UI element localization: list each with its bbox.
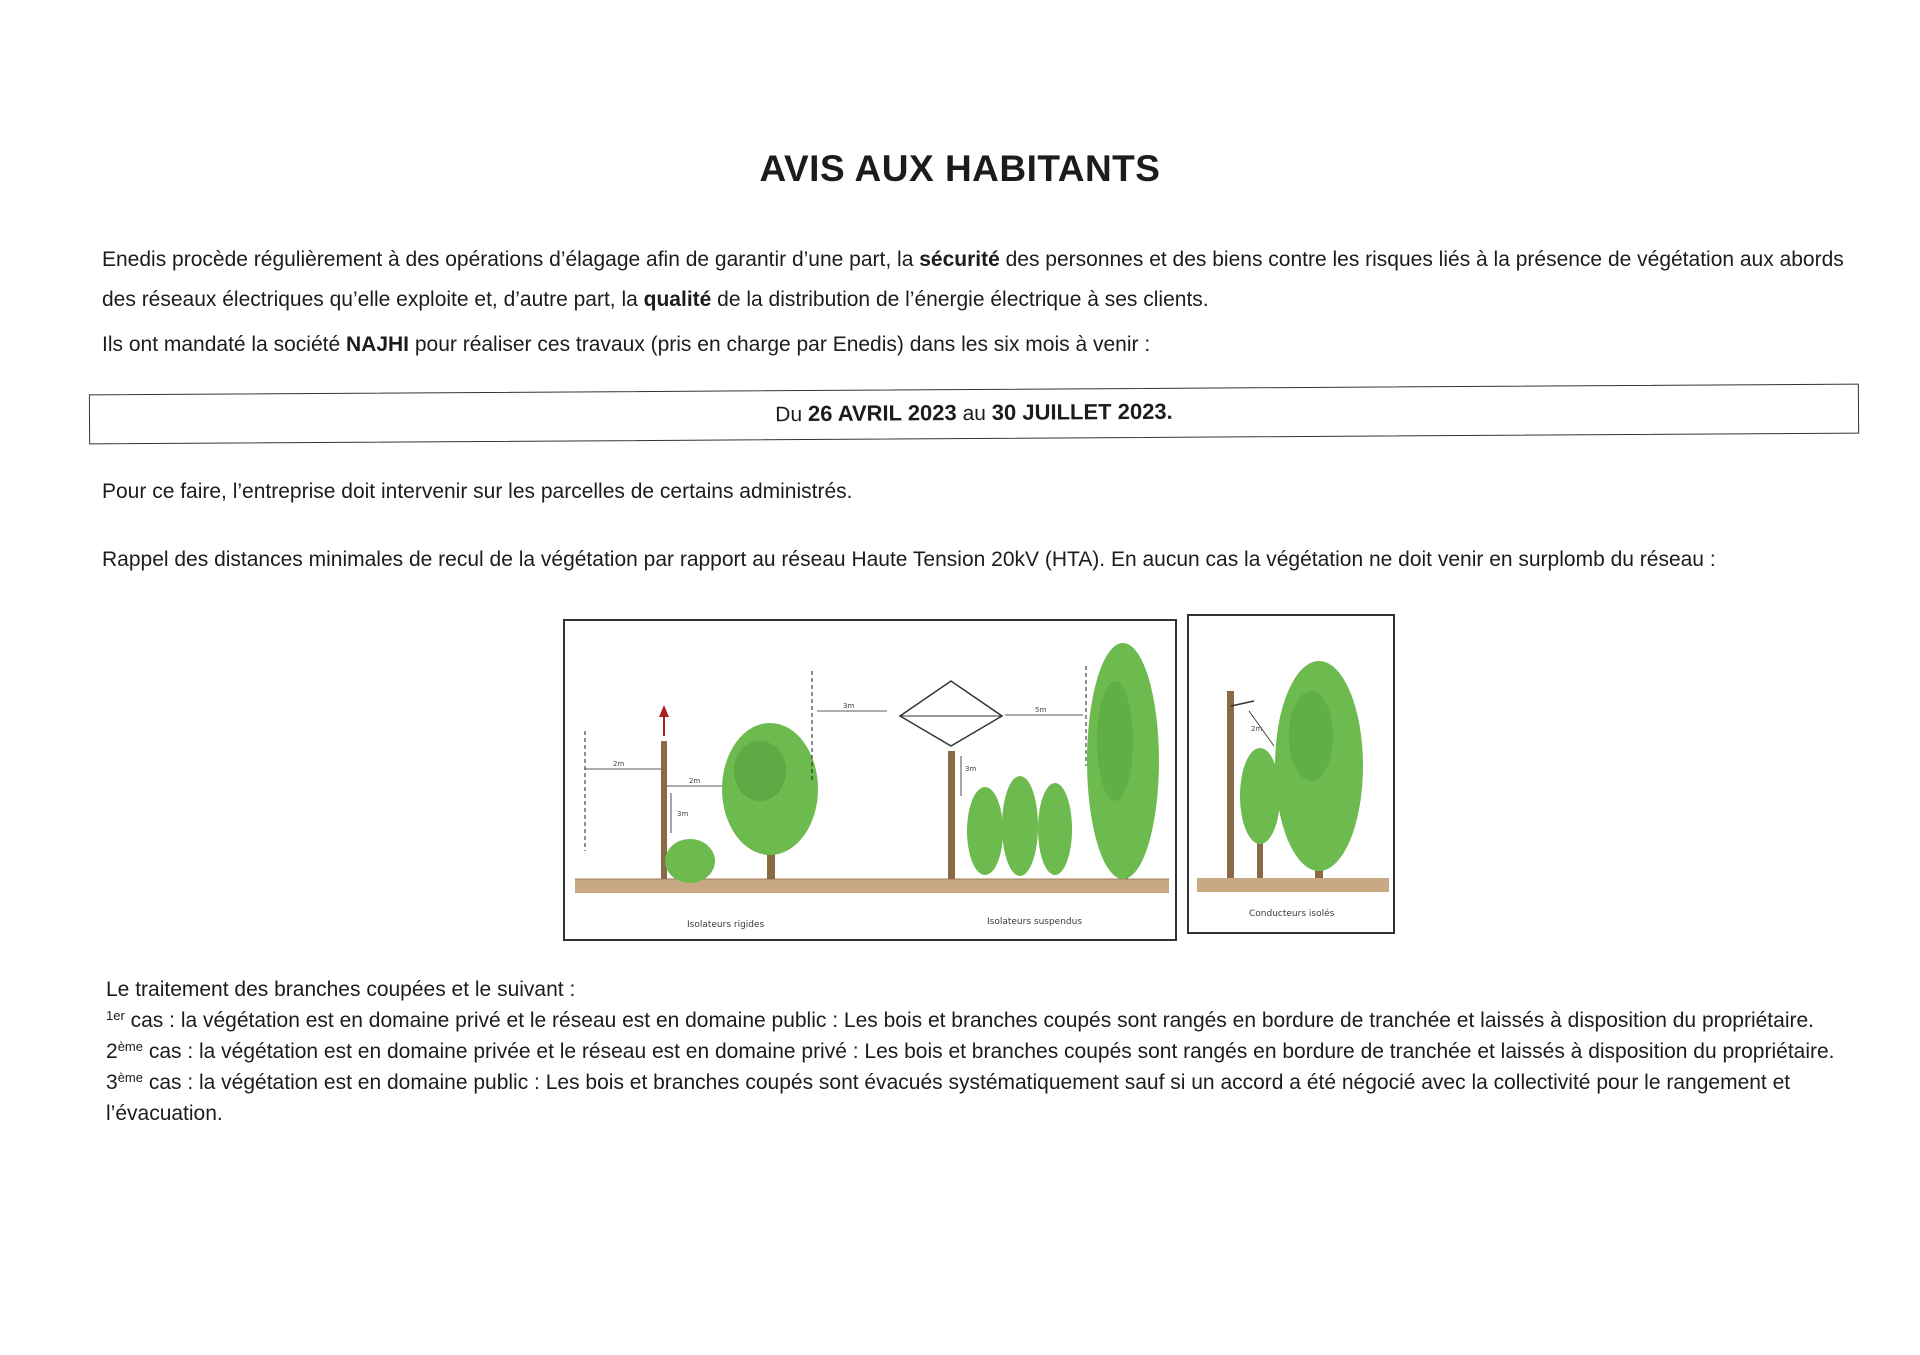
bush xyxy=(665,839,715,883)
pole-suspended xyxy=(948,751,955,879)
caption-isolateurs-rigides: Isolateurs rigides xyxy=(687,920,765,930)
distance-reminder-paragraph: Rappel des distances minimales de recul de la végétation par rapport au réseau Haute Tension 20kV (HTA). En aucun cas la végétation ne doit venir en surplomb du réseau : xyxy=(102,548,1716,571)
measure-3m-b: 3m xyxy=(843,702,855,710)
caption-conducteurs-isoles: Conducteurs isolés xyxy=(1249,909,1335,919)
case-1: $^{1er}$ cas : la végétation est en domaine privé et le réseau est en domaine public : Les bois et branches coupés sont rangés en bordure de tranchée et laissés à disposition du propriétaire. xyxy=(106,1008,1814,1032)
case-3: 3ème cas : la végétation est en domaine public : Les bois et branches coupés sont évacués systématiquement sauf si un accord a été négocié avec la collectivité pour le rangement et l’évacuation. xyxy=(106,1070,1791,1125)
figure-distances-insulated xyxy=(1187,614,1395,934)
contractor-paragraph: Ils ont mandaté la société NAJHI pour réaliser ces travaux (pris en charge par Enedis) dans les six mois à venir : xyxy=(102,333,1151,356)
insulated-conductor-diagram xyxy=(1189,616,1397,936)
figure-distances-main xyxy=(563,619,1177,941)
page-title: AVIS AUX HABITANTS xyxy=(759,148,1161,189)
cases-intro: Le traitement des branches coupées et le suivant : xyxy=(106,978,576,1001)
intervention-paragraph: Pour ce faire, l’entreprise doit intervenir sur les parcelles de certains administrés. xyxy=(102,480,853,503)
ground-strip xyxy=(575,879,1169,893)
caption-isolateurs-suspendus: Isolateurs suspendus xyxy=(987,917,1083,927)
keyword-securite: sécurité xyxy=(919,248,1000,271)
keyword-qualite: qualité xyxy=(643,288,712,311)
measure-2m-a: 2m xyxy=(613,760,625,768)
branch-treatment-section xyxy=(106,974,1866,1129)
pole-insulated xyxy=(1227,691,1234,878)
contractor-name: NAJHI xyxy=(345,333,409,356)
measure-5m: 5m xyxy=(1035,706,1047,714)
date-range-box: Du 26 AVRIL 2023 au 30 JUILLET 2023. xyxy=(89,384,1859,445)
measure-2m-c: 2m xyxy=(1251,725,1263,733)
measure-3m-a: 3m xyxy=(677,810,689,818)
end-date: 30 JUILLET 2023. xyxy=(991,398,1173,425)
measure-3m-c: 3m xyxy=(965,765,977,773)
case-2: 2ème cas : la végétation est en domaine privée et le réseau est en domaine privé : Les bois et branches coupés sont rangés en bordure de tranchée et laissés à disposition du propriétaire. xyxy=(106,1039,1835,1063)
intro-paragraph: Enedis procède régulièrement à des opérations d’élagage afin de garantir d’une part, la sécurité des personnes et des biens contre les risques liés à la présence de végétation aux abords des réseaux électriques qu’elle exploite et, d’autre part, la qualité de la distribution de l’énergie électrique à ses clients. xyxy=(102,248,1844,311)
vegetation-distance-diagram xyxy=(565,621,1179,943)
start-date: 26 AVRIL 2023 xyxy=(807,400,957,427)
measure-2m-b: 2m xyxy=(689,777,701,785)
